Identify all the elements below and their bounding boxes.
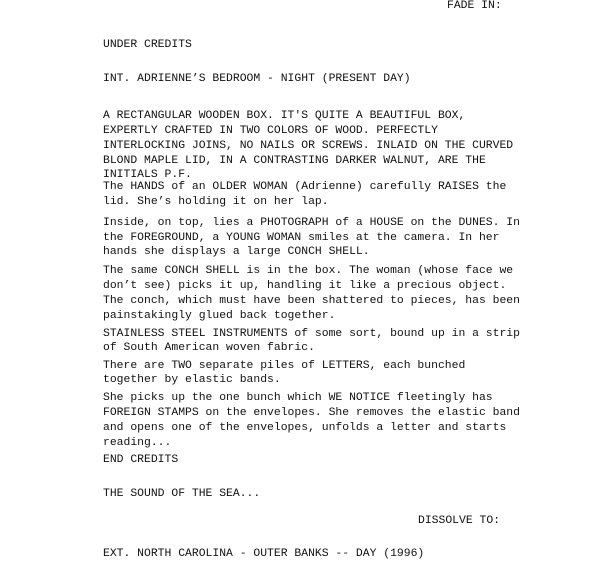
- action-line: The conch, which must have been shattered to pieces, has been: [103, 295, 520, 307]
- action-line: BLOND MAPLE LID, IN A CONTRASTING DARKER WALNUT, ARE THE: [103, 155, 486, 167]
- action-line: STAINLESS STEEL INSTRUMENTS of some sort, bound up in a strip: [103, 328, 520, 340]
- action-line: INITIALS P.F.: [103, 169, 192, 181]
- action-line: A RECTANGULAR WOODEN BOX. IT'S QUITE A BEAUTIFUL BOX,: [103, 110, 466, 122]
- scene-heading: EXT. NORTH CAROLINA - OUTER BANKS -- DAY (1996): [103, 548, 425, 560]
- sound-of-sea: THE SOUND OF THE SEA...: [103, 488, 261, 500]
- action-line: and opens one of the envelopes, unfolds a letter and starts: [103, 422, 507, 434]
- action-line: together by elastic bands.: [103, 374, 281, 386]
- action-line: lid. She’s holding it on her lap.: [103, 196, 329, 208]
- under-credits: UNDER CREDITS: [103, 39, 192, 51]
- action-line: There are TWO separate piles of LETTERS, each bunched: [103, 360, 466, 372]
- action-line: of South American woven fabric.: [103, 342, 315, 354]
- action-line: EXPERTLY CRAFTED IN TWO COLORS OF WOOD. PERFECTLY: [103, 125, 438, 137]
- action-line: the FOREGROUND, a YOUNG WOMAN smiles at the camera. In her: [103, 232, 500, 244]
- action-line: painstakingly glued back together.: [103, 310, 336, 322]
- action-line: The same CONCH SHELL is in the box. The woman (whose face we: [103, 265, 514, 277]
- scene-heading: INT. ADRIENNE’S BEDROOM - NIGHT (PRESENT DAY): [103, 73, 411, 85]
- action-line: reading...: [103, 437, 172, 449]
- action-line: The HANDS of an OLDER WOMAN (Adrienne) carefully RAISES the: [103, 181, 507, 193]
- action-line: FOREIGN STAMPS on the envelopes. She removes the elastic band: [103, 407, 520, 419]
- action-line: don’t see) picks it up, handling it like a precious object.: [103, 280, 507, 292]
- action-line: INTERLOCKING JOINS, NO NAILS OR SCREWS. INLAID ON THE CURVED: [103, 140, 514, 152]
- action-line: hands she displays a large CONCH SHELL.: [103, 246, 370, 258]
- action-line: She picks up the one bunch which WE NOTICE fleetingly has: [103, 392, 493, 404]
- transition-fade-in: FADE IN:: [447, 0, 502, 12]
- action-line: Inside, on top, lies a PHOTOGRAPH of a HOUSE on the DUNES. In: [103, 217, 520, 229]
- transition-dissolve-to: DISSOLVE TO:: [418, 515, 501, 527]
- end-credits: END CREDITS: [103, 454, 179, 466]
